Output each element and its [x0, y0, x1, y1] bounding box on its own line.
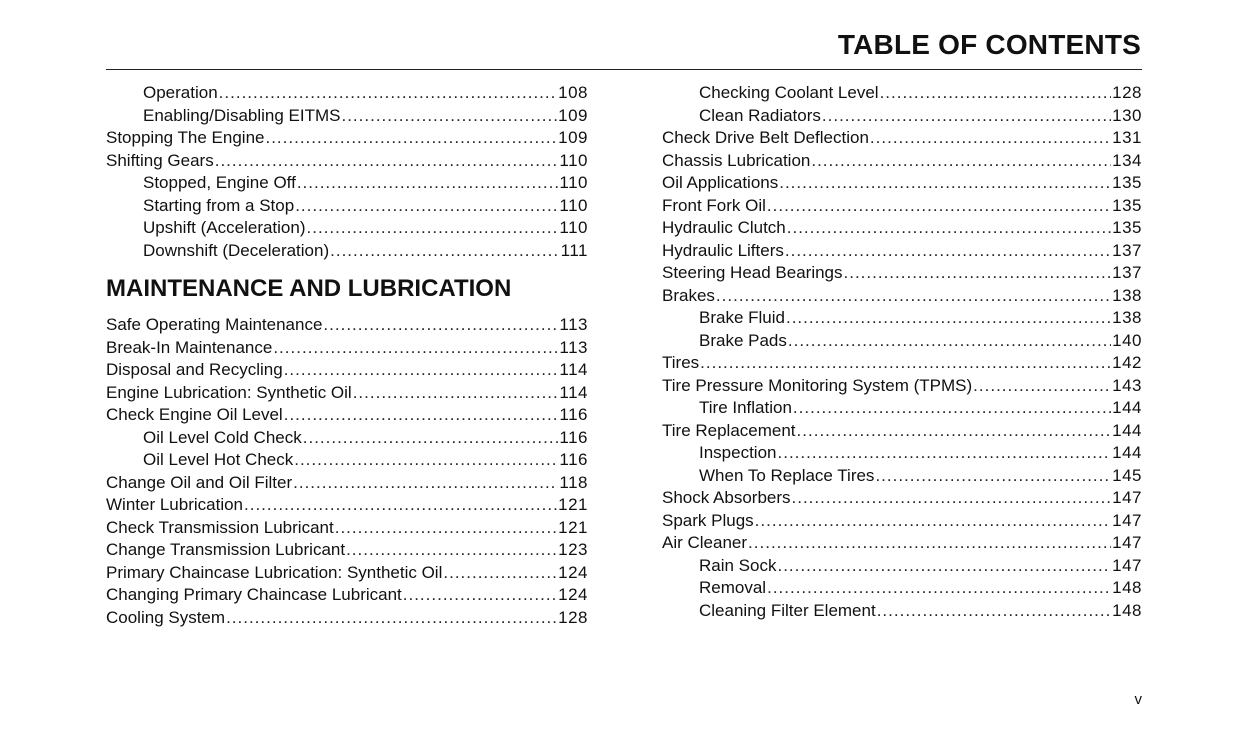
toc-group-top	[106, 82, 588, 262]
dot-leader	[293, 472, 558, 495]
toc-right-column	[662, 82, 1142, 622]
toc-entry	[662, 375, 1142, 398]
toc-entry	[662, 487, 1142, 510]
toc-entry-label: Disposal and Recycling	[106, 360, 283, 379]
dot-leader	[284, 404, 559, 427]
dot-leader	[767, 577, 1111, 600]
toc-entry-page: 118	[559, 472, 588, 492]
toc-entry-label: Shifting Gears	[106, 150, 214, 170]
toc-entry-page: 121	[558, 495, 588, 514]
toc-entry	[106, 150, 588, 173]
toc-entry-page: 121	[558, 517, 588, 537]
toc-subentry	[662, 330, 1142, 353]
dot-leader	[353, 382, 559, 405]
toc-entry-label: Tires	[662, 353, 700, 372]
toc-entry-page: 114	[559, 360, 588, 379]
toc-subentry	[662, 397, 1142, 420]
toc-subentry	[662, 307, 1142, 330]
toc-subentry	[106, 195, 588, 218]
toc-entry	[662, 510, 1142, 533]
dot-leader	[767, 195, 1111, 218]
dot-leader	[875, 465, 1111, 488]
toc-entry-page: 114	[559, 382, 588, 402]
toc-entry-page: 148	[1112, 600, 1142, 620]
toc-entry-label: Break-In Maintenance	[106, 337, 273, 357]
toc-entry	[106, 517, 588, 540]
toc-entry-label: Downshift (Deceleration)	[143, 240, 330, 260]
toc-entry	[662, 262, 1142, 285]
toc-entry-page: 116	[559, 405, 588, 424]
dot-leader	[443, 562, 557, 585]
dot-leader	[284, 359, 559, 382]
toc-entry-label: Air Cleaner	[662, 533, 748, 552]
dot-leader	[973, 375, 1111, 398]
toc-entry-page: 110	[559, 173, 588, 192]
toc-subentry	[662, 577, 1142, 600]
toc-entry	[106, 539, 588, 562]
toc-entry-page: 145	[1112, 465, 1142, 485]
toc-entry	[106, 359, 588, 382]
toc-entry-page: 116	[559, 427, 588, 447]
toc-entry-page: 135	[1112, 173, 1142, 192]
dot-leader	[346, 539, 557, 562]
toc-subentry	[106, 217, 588, 240]
toc-entry-label: Cleaning Filter Element	[699, 600, 876, 620]
toc-entry-label: Changing Primary Chaincase Lubricant	[106, 585, 402, 604]
toc-entry-label: Brake Pads	[699, 330, 787, 350]
toc-entry-label: Checking Coolant Level	[699, 83, 879, 102]
toc-entry-page: 140	[1112, 330, 1142, 350]
dot-leader	[755, 510, 1111, 533]
dot-leader	[880, 82, 1112, 105]
toc-entry-label: Change Transmission Lubricant	[106, 540, 346, 559]
toc-entry	[106, 337, 588, 360]
toc-entry-page: 138	[1112, 308, 1142, 327]
toc-entry	[106, 127, 588, 150]
toc-entry-page: 110	[559, 218, 588, 237]
toc-entry-label: Safe Operating Maintenance	[106, 315, 323, 334]
toc-subentry	[662, 600, 1142, 623]
toc-entry	[662, 532, 1142, 555]
toc-subentry	[106, 82, 588, 105]
toc-entry-page: 108	[558, 83, 588, 102]
toc-entry-label: Starting from a Stop	[143, 195, 295, 215]
toc-entry	[106, 562, 588, 585]
toc-entry	[106, 382, 588, 405]
dot-leader	[788, 330, 1111, 353]
dot-leader	[226, 607, 557, 630]
dot-leader	[748, 532, 1111, 555]
section-heading: MAINTENANCE AND LUBRICATION	[106, 275, 512, 302]
toc-entry-page: 148	[1112, 578, 1142, 597]
dot-leader	[273, 337, 558, 360]
dot-leader	[778, 442, 1112, 465]
toc-entry-label: Cooling System	[106, 607, 226, 627]
dot-leader	[777, 555, 1111, 578]
dot-leader	[870, 127, 1111, 150]
toc-entry-label: Enabling/Disabling EITMS	[143, 105, 341, 125]
toc-entry-page: 130	[1112, 105, 1142, 125]
dot-leader	[786, 307, 1111, 330]
toc-entry-page: 128	[1112, 83, 1142, 102]
dot-leader	[822, 105, 1111, 128]
toc-entry-page: 110	[559, 150, 588, 170]
toc-entry	[662, 420, 1142, 443]
dot-leader	[787, 217, 1111, 240]
page-title: TABLE OF CONTENTS	[837, 29, 1141, 60]
toc-entry	[106, 314, 588, 337]
toc-entry-label: Winter Lubrication	[106, 495, 244, 514]
toc-entry-page: 134	[1112, 150, 1142, 170]
toc-entry-label: Upshift (Acceleration)	[143, 218, 306, 237]
toc-entry-label: Oil Level Cold Check	[143, 427, 302, 447]
toc-entry	[106, 494, 588, 517]
toc-entry-page: 144	[1112, 398, 1142, 417]
toc-entry-page: 124	[558, 585, 588, 604]
toc-entry	[106, 404, 588, 427]
toc-entry-label: Check Engine Oil Level	[106, 405, 283, 424]
dot-leader	[294, 449, 558, 472]
toc-entry-label: Removal	[699, 578, 767, 597]
toc-subentry	[106, 427, 588, 450]
toc-subentry	[106, 240, 588, 263]
toc-group-right	[662, 82, 1142, 622]
toc-entry	[662, 172, 1142, 195]
dot-leader	[403, 584, 557, 607]
dot-leader	[844, 262, 1112, 285]
toc-entry	[662, 352, 1142, 375]
dot-leader	[265, 127, 557, 150]
dot-leader	[323, 314, 558, 337]
toc-entry	[662, 217, 1142, 240]
toc-entry-page: 138	[1112, 285, 1142, 305]
toc-entry-label: Check Drive Belt Deflection	[662, 128, 869, 147]
toc-entry-page: 124	[558, 562, 588, 582]
toc-entry-label: Rain Sock	[699, 555, 777, 575]
dot-leader	[716, 285, 1111, 308]
toc-entry-label: Inspection	[699, 443, 777, 462]
toc-left-column	[106, 82, 588, 629]
dot-leader	[797, 420, 1112, 443]
dot-leader	[335, 517, 557, 540]
toc-entry-label: Steering Head Bearings	[662, 263, 843, 282]
toc-entry-page: 147	[1112, 488, 1142, 507]
toc-entry-label: Brake Fluid	[699, 308, 785, 327]
toc-entry-label: Tire Replacement	[662, 420, 796, 440]
toc-subentry	[106, 172, 588, 195]
dot-leader	[215, 150, 559, 173]
toc-entry-label: Spark Plugs	[662, 510, 754, 530]
toc-entry-page: 131	[1112, 128, 1142, 147]
toc-entry	[662, 285, 1142, 308]
toc-entry-page: 113	[559, 337, 588, 357]
toc-entry-label: Primary Chaincase Lubrication: Synthetic Oil	[106, 562, 443, 582]
toc-entry-page: 109	[558, 128, 588, 147]
toc-entry-label: Hydraulic Lifters	[662, 240, 784, 260]
toc-entry	[106, 472, 588, 495]
toc-entry-label: Engine Lubrication: Synthetic Oil	[106, 382, 352, 402]
toc-entry-label: Oil Applications	[662, 173, 779, 192]
toc-entry-page: 147	[1112, 533, 1142, 552]
toc-entry	[662, 240, 1142, 263]
dot-leader	[307, 217, 559, 240]
toc-entry-label: Brakes	[662, 285, 715, 305]
dot-leader	[877, 600, 1111, 623]
toc-entry-page: 135	[1112, 218, 1142, 237]
toc-subentry	[662, 555, 1142, 578]
toc-entry-label: Check Transmission Lubricant	[106, 517, 334, 537]
toc-entry-label: Front Fork Oil	[662, 195, 766, 215]
toc-subentry	[662, 105, 1142, 128]
dot-leader	[219, 82, 557, 105]
toc-entry-page: 137	[1112, 263, 1142, 282]
toc-entry-page: 135	[1112, 195, 1142, 215]
toc-entry-label: Chassis Lubrication	[662, 150, 811, 170]
toc-entry-label: Clean Radiators	[699, 105, 821, 125]
dot-leader	[785, 240, 1111, 263]
dot-leader	[793, 397, 1111, 420]
dot-leader	[341, 105, 557, 128]
dot-leader	[811, 150, 1111, 173]
toc-entry-page: 123	[558, 540, 588, 559]
toc-subentry	[662, 465, 1142, 488]
toc-entry-label: Stopped, Engine Off	[143, 173, 296, 192]
toc-entry-page: 110	[559, 195, 588, 215]
toc-entry-page: 109	[558, 105, 588, 125]
toc-entry-label: Operation	[143, 83, 218, 102]
toc-entry	[662, 195, 1142, 218]
toc-entry-label: Change Oil and Oil Filter	[106, 472, 293, 492]
toc-entry-label: Stopping The Engine	[106, 128, 265, 147]
toc-entry	[106, 607, 588, 630]
toc-entry-label: Tire Pressure Monitoring System (TPMS)	[662, 375, 973, 395]
toc-entry-page: 128	[558, 607, 588, 627]
toc-entry	[106, 584, 588, 607]
toc-entry-page: 111	[560, 240, 588, 260]
toc-entry-page: 147	[1112, 555, 1142, 575]
toc-entry-page: 142	[1112, 353, 1142, 372]
dot-leader	[779, 172, 1111, 195]
toc-entry-page: 116	[559, 450, 588, 469]
dot-leader	[700, 352, 1111, 375]
dot-leader	[295, 195, 558, 218]
toc-group-bottom	[106, 314, 588, 629]
toc-entry-page: 147	[1112, 510, 1142, 530]
dot-leader	[244, 494, 557, 517]
toc-entry-page: 144	[1112, 443, 1142, 462]
toc-subentry	[106, 449, 588, 472]
title-rule	[106, 69, 1142, 70]
dot-leader	[303, 427, 559, 450]
toc-entry-label: When To Replace Tires	[699, 465, 875, 485]
toc-subentry	[662, 442, 1142, 465]
toc-entry-page: 113	[559, 315, 588, 334]
toc-entry-page: 137	[1112, 240, 1142, 260]
toc-entry-label: Shock Absorbers	[662, 488, 791, 507]
toc-entry	[662, 150, 1142, 173]
toc-entry-label: Tire Inflation	[699, 398, 792, 417]
toc-subentry	[662, 82, 1142, 105]
toc-entry-page: 143	[1112, 375, 1142, 395]
page-number: v	[1134, 691, 1142, 708]
toc-entry-label: Oil Level Hot Check	[143, 450, 294, 469]
dot-leader	[297, 172, 559, 195]
dot-leader	[792, 487, 1112, 510]
toc-subentry	[106, 105, 588, 128]
dot-leader	[330, 240, 560, 263]
toc-entry-page: 144	[1112, 420, 1142, 440]
toc-entry-label: Hydraulic Clutch	[662, 218, 786, 237]
toc-entry	[662, 127, 1142, 150]
